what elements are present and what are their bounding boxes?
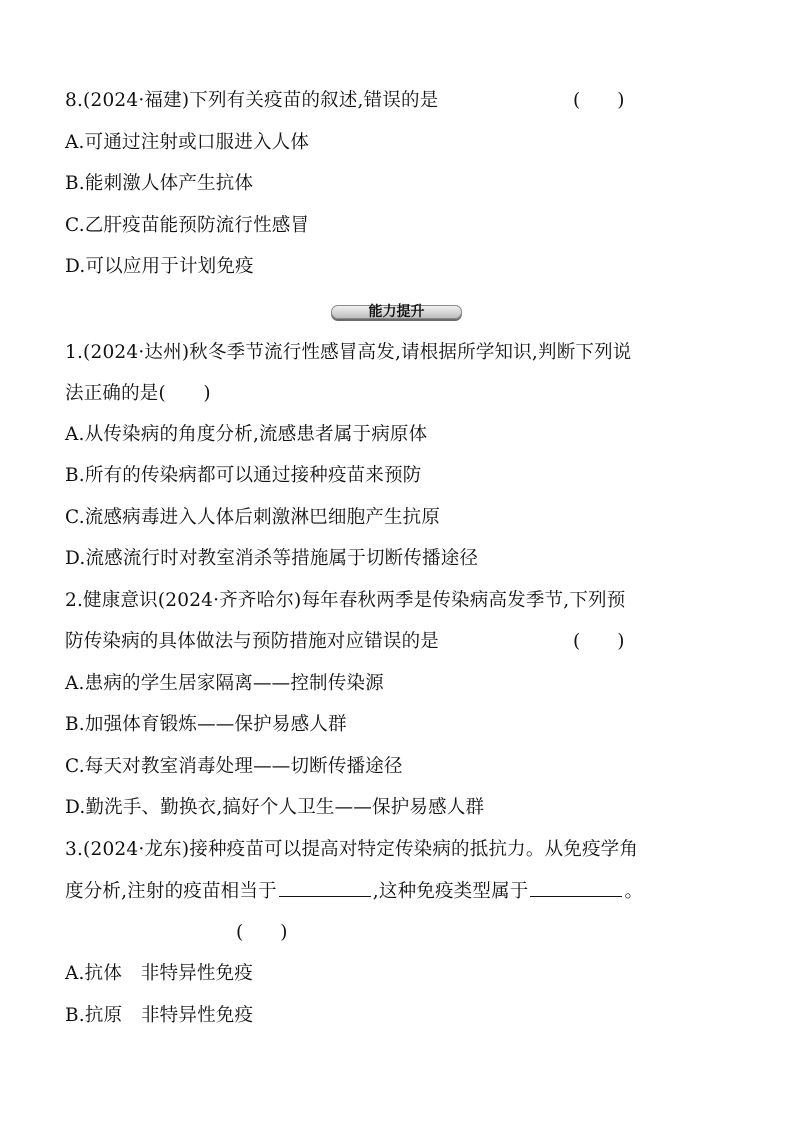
question-8-answer-paren: ( ) bbox=[573, 90, 625, 111]
question-1-option-b: B.所有的传染病都可以通过接种疫苗来预防 bbox=[65, 465, 422, 486]
question-2-option-b: B.加强体育锻炼——保护易感人群 bbox=[65, 714, 347, 735]
question-1-option-d: D.流感流行时对教室消杀等措施属于切断传播途径 bbox=[65, 548, 479, 569]
question-3-stem-line2 bbox=[65, 878, 734, 905]
question-3-blank-1 bbox=[279, 878, 371, 897]
section-banner bbox=[331, 300, 462, 322]
question-2-answer-paren: ( ) bbox=[573, 631, 625, 652]
question-8-option-a: A.可通过注射或口服进入人体 bbox=[65, 132, 310, 153]
question-1-option-a: A.从传染病的角度分析,流感患者属于病原体 bbox=[65, 424, 428, 445]
question-2-stem-line1: 2.健康意识(2024·齐齐哈尔)每年春秋两季是传染病高发季节,下列预 bbox=[65, 590, 626, 611]
question-2-option-c: C.每天对教室消毒处理——切断传播途径 bbox=[65, 756, 403, 777]
section-title: 能力提升 bbox=[368, 304, 425, 320]
question-2-option-a: A.患病的学生居家隔离——控制传染源 bbox=[65, 673, 384, 694]
question-3-blank-2 bbox=[530, 878, 622, 897]
question-1-stem-line2: 法正确的是( ) bbox=[65, 383, 211, 404]
question-8-option-b: B.能刺激人体产生抗体 bbox=[65, 173, 254, 194]
question-8-option-c: C.乙肝疫苗能预防流行性感冒 bbox=[65, 215, 310, 236]
question-3-stem-line1: 3.(2024·龙东)接种疫苗可以提高对特定传染病的抵抗力。从免疫学角 bbox=[65, 839, 639, 860]
question-1-stem-line1: 1.(2024·达州)秋冬季节流行性感冒高发,请根据所学知识,判断下列说 bbox=[65, 342, 632, 363]
question-2-stem-line2: 防传染病的具体做法与预防措施对应错误的是 bbox=[65, 631, 440, 652]
question-3-stem-part3: 。 bbox=[624, 881, 644, 902]
question-3-stem-part1: 度分析,注射的疫苗相当于 bbox=[65, 881, 277, 902]
question-1-option-c: C.流感病毒进入人体后刺激淋巴细胞产生抗原 bbox=[65, 507, 441, 528]
question-8-stem: 8.(2024·福建)下列有关疫苗的叙述,错误的是 bbox=[65, 90, 439, 111]
question-3-answer-paren: ( ) bbox=[236, 922, 288, 943]
question-8-option-d: D.可以应用于计划免疫 bbox=[65, 256, 254, 277]
question-3-option-b: B.抗原 非特异性免疫 bbox=[65, 1005, 254, 1026]
question-3-stem-part2: ,这种免疫类型属于 bbox=[372, 881, 529, 902]
question-3-option-a: A.抗体 非特异性免疫 bbox=[65, 963, 253, 984]
question-2-option-d: D.勤洗手、勤换衣,搞好个人卫生——保护易感人群 bbox=[65, 797, 485, 818]
